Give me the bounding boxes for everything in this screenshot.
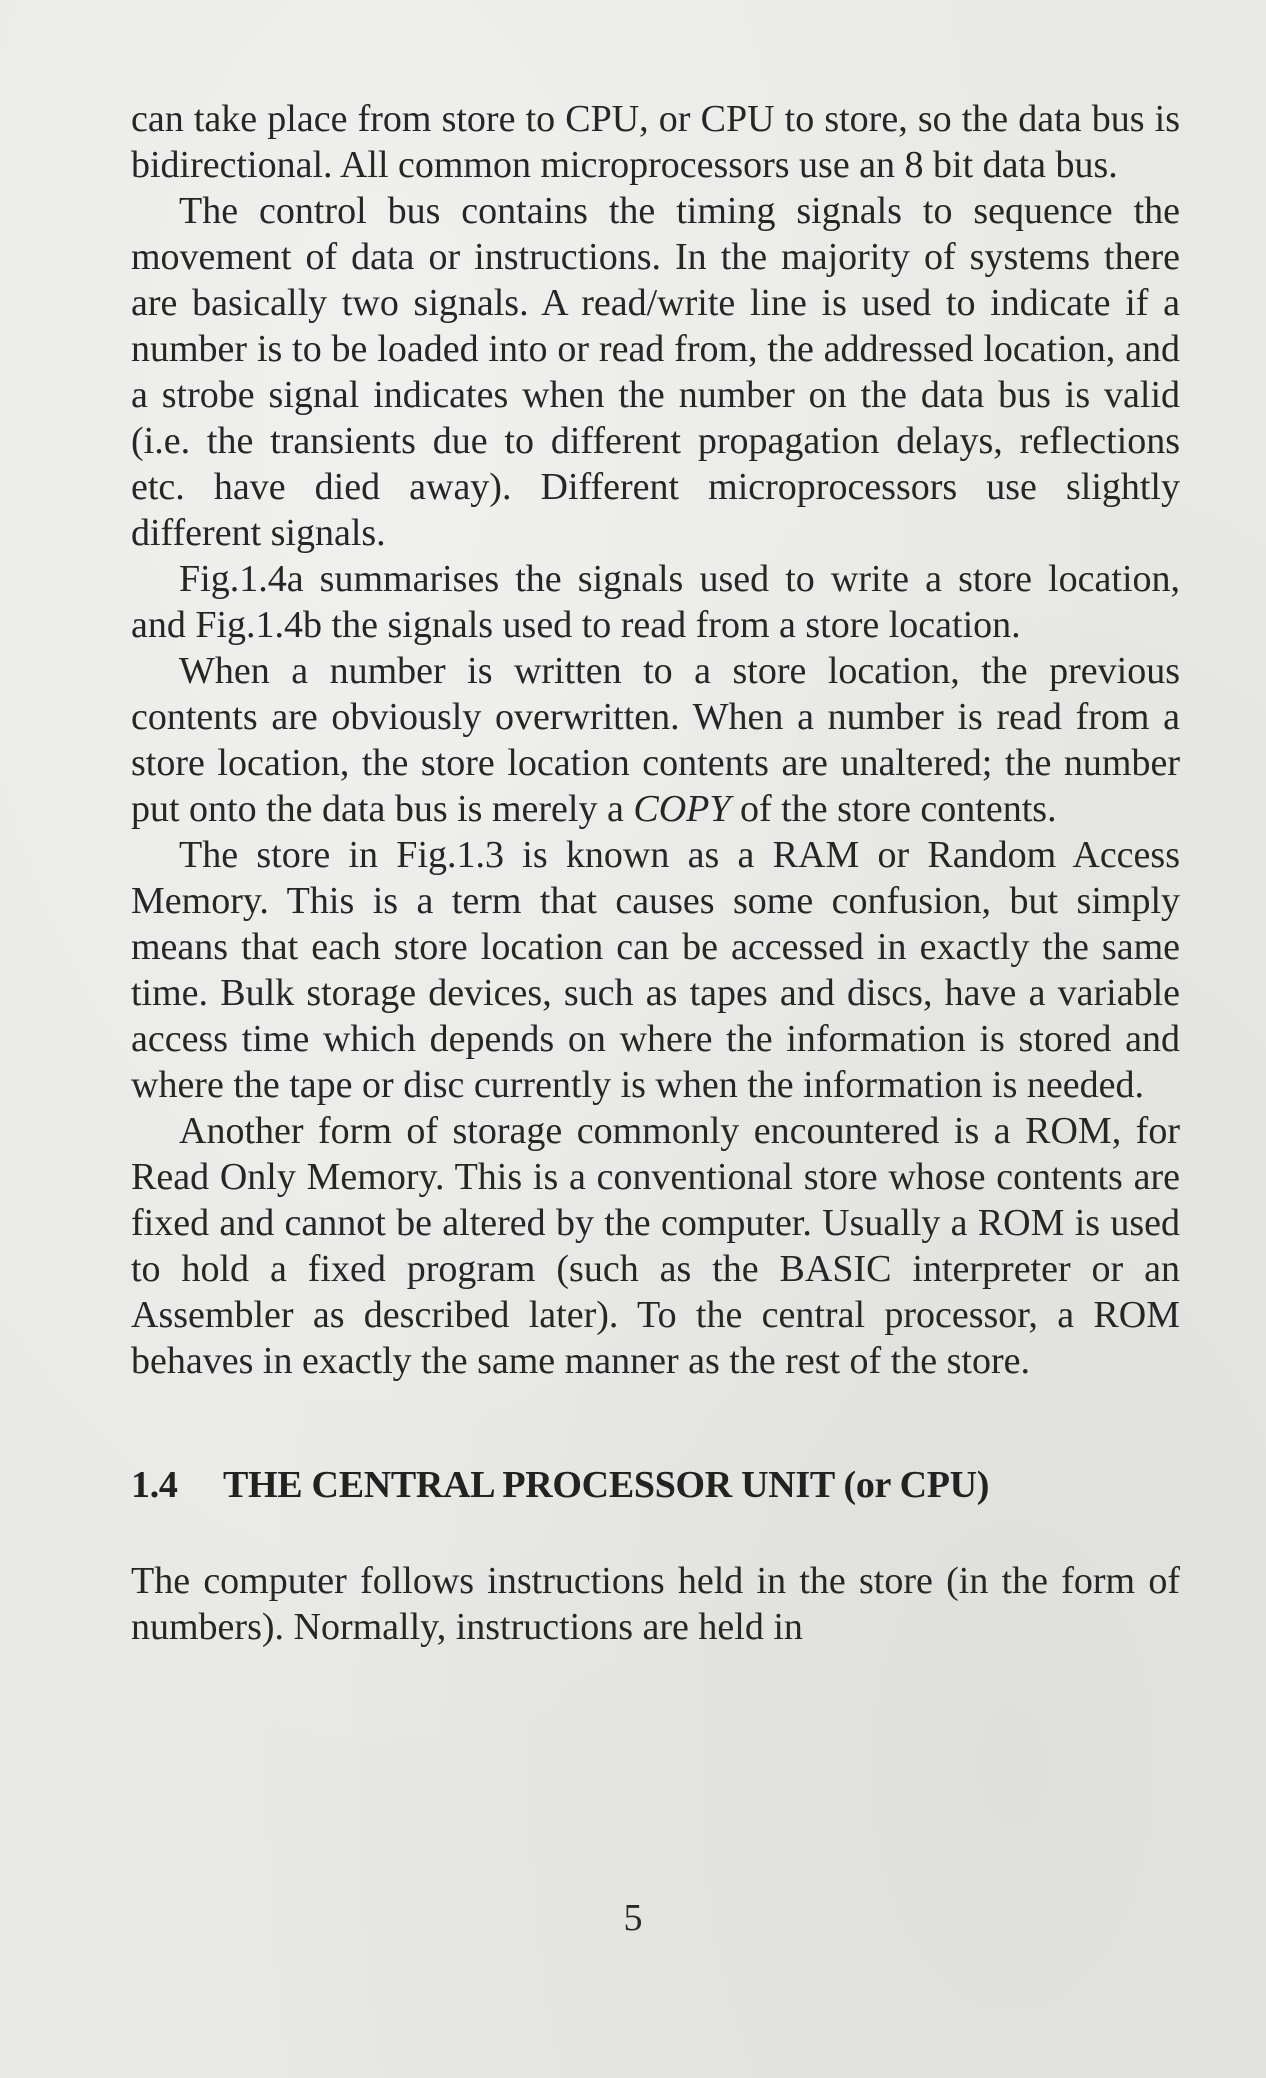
section-title: THE CENTRAL PROCESSOR UNIT (or CPU) <box>223 1464 990 1506</box>
paragraph-control-bus: The control bus contains the timing signals to sequence the movement of data or instructions. In the majority of systems there are basically two signals. A read/write line is used to indicate if a number is to be loaded into or read from, the addressed location, and a strobe signal indicates when the number on the data bus is valid (i.e. the transients due to different propagation delays, reflections etc. have died away). Different microprocessors use slightly different signals. <box>131 190 1180 554</box>
paragraph-ram: The store in Fig.1.3 is known as a RAM or Random Access Memory. This is a term that causes some confusion, but simply means that each store location can be accessed in exactly the same time. Bulk storage devices, such as tapes and discs, have a variable access time which depends on where the information is stored and where the tape or disc currently is when the information is needed. <box>131 834 1180 1106</box>
paragraph-figure-reference: Fig.1.4a summarises the signals used to write a store location, and Fig.1.4b the signals used to read from a store location. <box>131 558 1180 646</box>
section-number: 1.4 <box>131 1464 178 1506</box>
emphasis-copy: COPY <box>633 788 731 830</box>
paragraph-section-intro: The computer follows instructions held in the store (in the form of numbers). Normally, instructions are held in <box>131 1560 1180 1648</box>
paragraph-overwrite-text-before: When a number is written to a store location, the previous contents are obviously overwritten. When a number is read from a store location, the store location contents are unaltered; the number put onto the data bus is merely a <box>131 650 1180 830</box>
paragraph-continuation: can take place from store to CPU, or CPU to store, so the data bus is bidirectional. All common microprocessors use an 8 bit data bus. <box>131 98 1180 186</box>
paragraph-overwrite <box>131 648 1180 832</box>
text-column <box>131 96 1180 1650</box>
paragraph-rom: Another form of storage commonly encountered is a ROM, for Read Only Memory. This is a conventional store whose contents are fixed and cannot be altered by the computer. Usually a ROM is used to hold a fixed program (such as the BASIC interpreter or an Assembler as described later). To the central processor, a ROM behaves in exactly the same manner as the rest of the store. <box>131 1110 1180 1382</box>
section-heading <box>131 1462 1180 1508</box>
paragraph-overwrite-text-after: of the store contents. <box>730 788 1057 830</box>
page-number: 5 <box>623 1897 643 1939</box>
